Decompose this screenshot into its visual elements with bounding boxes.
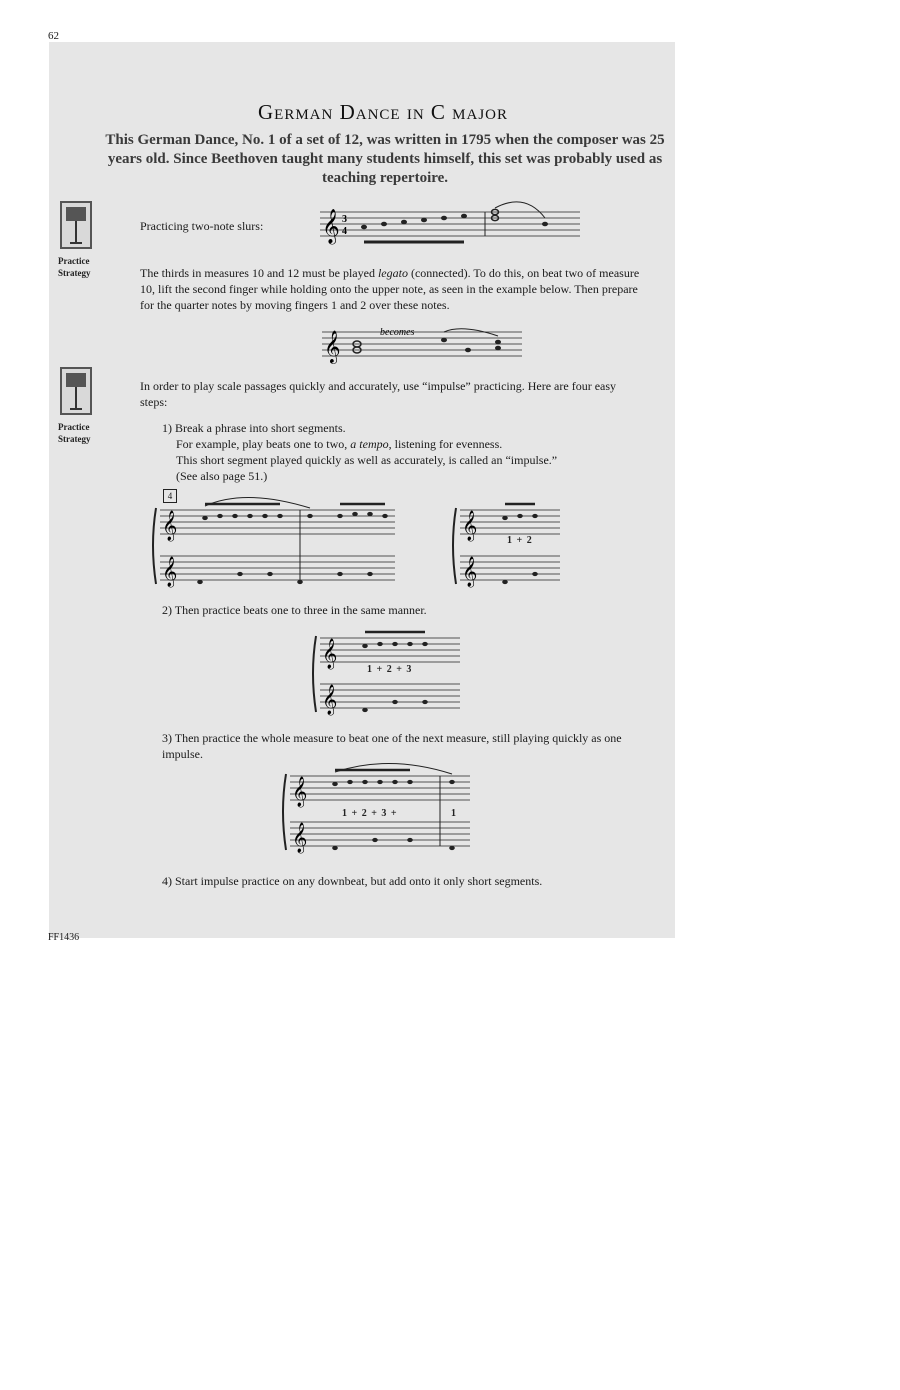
step-4: 4) Start impulse practice on any downbeat, but add onto it only short segments. xyxy=(162,874,543,888)
svg-text:𝄞: 𝄞 xyxy=(462,511,478,540)
staff-becomes-example xyxy=(322,322,522,368)
svg-text:𝄞: 𝄞 xyxy=(324,330,341,363)
step1-line xyxy=(162,436,632,452)
svg-text:𝄞: 𝄞 xyxy=(292,777,308,806)
step-1 xyxy=(162,420,632,484)
svg-text:𝄞: 𝄞 xyxy=(322,209,340,244)
impulse-intro: In order to play scale passages quickly and accurately, use “impulse” practicing. Here are four easy steps: xyxy=(140,379,617,409)
page-number: 62 xyxy=(48,30,59,42)
measure-number-box: 4 xyxy=(163,489,177,503)
svg-text:3: 3 xyxy=(342,214,347,225)
strategy-label-word: Practice xyxy=(58,256,90,266)
music-stand-drawing xyxy=(62,369,90,413)
step1-line: This short segment played quickly as well as accurately, is called an “impulse.” xyxy=(176,453,558,467)
count-label-c-end: 1 xyxy=(451,808,457,819)
strategy-label-word: Practice xyxy=(58,422,90,432)
svg-text:𝄞: 𝄞 xyxy=(162,511,178,540)
step-2: 2) Then practice beats one to three in the same manner. xyxy=(162,603,427,617)
becomes-label: becomes xyxy=(380,327,415,338)
svg-text:4: 4 xyxy=(342,226,347,237)
intro-paragraph: This German Dance, No. 1 of a set of 12, was written in 1795 when the composer was 25 years old. Since Beethoven taught many students himself, this set was probably used as teaching repertoire. xyxy=(105,132,665,186)
grand-staff-count-1-2-3 xyxy=(310,630,460,720)
svg-text:𝄞: 𝄞 xyxy=(322,639,338,668)
svg-text:𝄞: 𝄞 xyxy=(322,685,338,714)
count-label-b: 1 + 2 + 3 xyxy=(367,664,413,675)
publisher-code: FF1436 xyxy=(48,932,80,943)
grand-staff-count-1-2 xyxy=(450,502,560,592)
staff-two-note-slurs xyxy=(320,200,580,250)
strategy-label-word: Strategy xyxy=(58,434,91,444)
step1-line: (See also page 51.) xyxy=(176,469,268,483)
step1-text: , listening for evenness. xyxy=(388,437,503,451)
step-3: 3) Then practice the whole measure to beat one of the next measure, still playing quickly as one impulse. xyxy=(162,731,622,761)
music-stand-icon xyxy=(60,201,92,249)
step1-italic: a tempo xyxy=(350,437,389,451)
music-stand-drawing xyxy=(62,203,90,247)
svg-text:𝄞: 𝄞 xyxy=(292,823,308,852)
thirds-text-part: (connected). To do this, on beat two of measure 10, lift the second finger while holding onto the upper note, as seen in the example below. Then prepare for the quarter notes by moving fingers 1 and 2 over these notes. xyxy=(140,266,640,312)
thirds-text-legato: legato xyxy=(377,266,408,280)
thirds-text-part: The thirds in measures 10 and 12 must be played xyxy=(140,266,378,280)
step1-line: 1) Break a phrase into short segments. xyxy=(162,421,346,435)
grand-staff-measure-4 xyxy=(150,502,395,592)
strategy-label-1 xyxy=(58,255,91,279)
thirds-paragraph xyxy=(140,265,640,313)
music-stand-icon xyxy=(60,367,92,415)
strategy-label-2 xyxy=(58,421,91,445)
count-label-c: 1 + 2 + 3 + xyxy=(342,808,398,819)
strategy-label-word: Strategy xyxy=(58,268,91,278)
svg-text:𝄞: 𝄞 xyxy=(462,557,478,586)
practicing-slurs-label: Practicing two-note slurs: xyxy=(140,219,264,233)
step1-text: For example, play beats one to two, xyxy=(176,437,351,451)
svg-text:𝄞: 𝄞 xyxy=(162,557,178,586)
count-label-a: 1 + 2 xyxy=(507,535,533,546)
page-title: German Dance in C major xyxy=(257,100,508,124)
